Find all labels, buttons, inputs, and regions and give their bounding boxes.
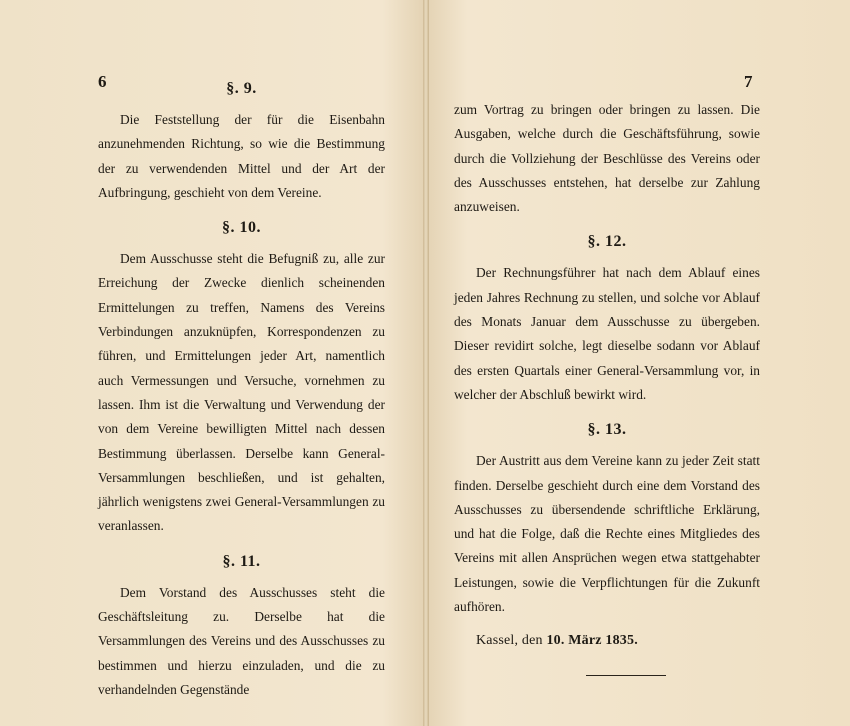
signature-date: 10. März 1835.	[546, 633, 638, 649]
signature-place: Kassel, den	[476, 633, 543, 649]
page-number-left: 6	[98, 72, 107, 91]
section-11-continuation: zum Vortrag zu bringen oder bringen zu lassen. Die Ausgaben, welche durch die Geschäftsführung, sowie durch die Vollziehung der Beschlüsse des Vereins oder des Ausschusses entstehen, hat derselbe zur Zahlung anzuweisen.	[454, 102, 760, 215]
section-13-heading: §. 13.	[587, 421, 627, 439]
section-9-heading: §. 9.	[226, 80, 257, 97]
section-12-text: Der Rechnungsführer hat nach dem Ablauf eines jeden Jahres Rechnung zu stellen, und solche vor Ablauf des Monats Januar dem Ausschusse zu übergeben. Dieser revidirt solche, legt dieselbe sodann vor Ablauf des ersten Quartals einer General-Versammlung vor, in welcher der Abschluß bewirkt wird.	[454, 265, 760, 402]
signature-line	[476, 633, 760, 649]
section-10-heading: §. 10.	[222, 219, 261, 237]
closing-rule	[586, 675, 666, 676]
page-number-right: 7	[744, 72, 753, 91]
section-9-text: Die Feststellung der für die Eisenbahn anzunehmenden Richtung, so wie die Bestimmung der zu verwendenden Mittel und der Art der Aufbringung, geschieht von dem Vereine.	[98, 112, 385, 200]
section-11-heading: §. 11.	[222, 552, 261, 570]
section-10-text: Dem Ausschusse steht die Befugniß zu, alle zur Erreichung der Zwecke dienlich scheinenden Ermittelungen zu treffen, Namens des Vereins Verbindungen anzuknüpfen, Korrespondenzen zu führen, und Ermittelungen jeder Art, namentlich auch Vermessungen und Versuche, vornehmen zu lassen. Ihm ist die Verwaltung und Verwendung der von dem Vereine bewilligten Mittel nach dessen Bestimmung überlassen. Derselbe kann General-Versammlungen beschließen, und ist gehalten, jährlich wenigstens zwei General-Versammlungen zu veranlassen.	[98, 251, 385, 534]
right-page	[428, 0, 850, 726]
section-12-heading: §. 12.	[587, 233, 627, 251]
section-11-text: Dem Vorstand des Ausschusses steht die Geschäftsleitung zu. Derselbe hat die Versammlungen des Vereins und des Ausschusses zu bestimmen und hierzu einzuladen, und die zu verhandelnden Gegenstände	[98, 584, 385, 697]
section-13-text: Der Austritt aus dem Vereine kann zu jeder Zeit statt finden. Derselbe geschieht durch eine dem Vorstand des Ausschusses zu übersendende schriftliche Erklärung, und hat die Folge, daß die Rechte eines Mitgliedes des Vereins mit allen Ansprüchen wegen etwa stattgehabter Leistungen, sowie die Verpflichtungen für die Zukunft aufhören.	[454, 453, 760, 615]
